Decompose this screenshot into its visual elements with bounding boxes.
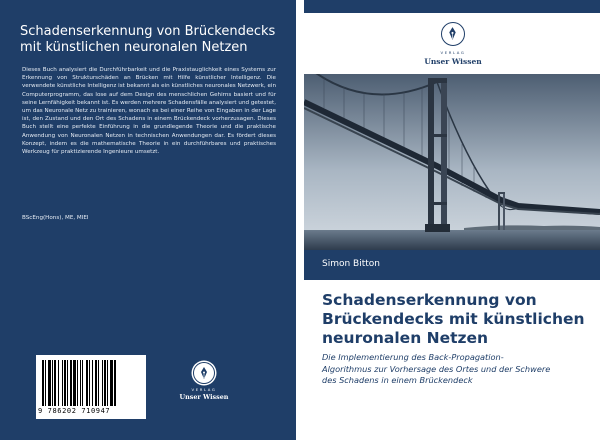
title-line-1: Schadenserkennung von [322,291,537,309]
publisher-verlag-label: VERLAG [191,387,217,392]
barcode-bar [89,360,90,406]
barcode-bar [110,360,113,406]
barcode-bar [98,360,99,406]
front-top-bar [304,0,600,13]
back-title-line-1: Schadenserkennung von Brückendecks [20,24,276,39]
barcode-bar [86,360,88,406]
barcode-bars [42,360,140,406]
back-cover [0,0,296,440]
pen-nib-icon [193,362,215,384]
barcode-number: 9 786202 710947 [38,407,111,415]
barcode-bar [67,360,68,406]
barcode-bar [107,360,108,406]
barcode-bar [64,360,66,406]
book-spine [296,0,304,440]
publisher-verlag-label: VERLAG [440,50,466,55]
barcode-bar [92,360,93,406]
back-cover-description: Dieses Buch analysiert die Durchführbarkeit und die Praxistauglichkeit eines Systems zur Erkennung von Strukturschäden an Brücken mit Hilfe künstlicher Intelligenz. Die verwendete künstliche Intelligenz ist bekannt als ein künstliches neuronales Netzwerk, ein Computerprogramm, das lose auf dem Design des menschlichen Gehirns basiert und für seine Lernfähigkeit bekannt ist. Es werden mehrere Schadensfälle analysiert und getestet, um das Neuronale Netz zu trainieren, wonach es bei einer Reihe von Eingaben in der Lage ist, den Zustand und den Ort des Schadens in einem Brückendeck vorherzusagen. Dieses Buch stellt eine perfekte Einführung in die grundlegende Theorie und die praktische Anwendung von Neuronalen Netzen in technischen Anwendungen dar. Es fördert dieses Konzept, indem es die mathematische Theorie in ein durchführbares und praktisches Werkzeug für praktizierende Ingenieure umsetzt. [22,67,276,156]
book-subtitle [322,352,588,387]
author-name: Simon Bitton [322,259,380,269]
barcode-bar [62,360,63,406]
subtitle-line-1: Die Implementierung des Back-Propagation- [322,352,504,362]
barcode-bar [80,360,81,406]
barcode-bar [102,360,103,406]
barcode-bar [77,360,78,406]
back-title-line-2: mit künstlichen neuronalen Netzen [20,40,248,55]
barcode-bar [58,360,59,406]
author-credentials: BScEng(Hons), ME, MIEI [22,215,89,221]
barcode-bar [54,360,56,406]
subtitle-line-3: des Schadens in einem Brückendeck [322,375,473,385]
barcode-bar [95,360,97,406]
title-line-3: neuronalen Netzen [322,329,489,347]
pen-nib-icon [441,22,465,46]
book-title [322,291,592,348]
publisher-logo-back [168,360,238,410]
barcode-bar [70,360,72,406]
barcode-bar [73,360,76,406]
front-cover [304,0,600,440]
barcode-bar [45,360,46,406]
barcode-bar [104,360,106,406]
back-cover-title [20,24,280,56]
barcode-bar [52,360,53,406]
title-line-2: Brückendecks mit künstlichen [322,310,585,328]
subtitle-line-2: Algorithmus zur Vorhersage des Ortes und der Schwere [322,363,551,374]
barcode-bar [114,360,116,406]
barcode-bar [42,360,44,406]
publisher-logo-front [414,20,490,70]
barcode-bar [82,360,83,406]
barcode-bar [48,360,51,406]
publisher-name: Unser Wissen [424,57,482,66]
isbn-barcode [36,355,146,419]
author-bar [304,250,600,280]
publisher-name: Unser Wissen [179,393,229,401]
suspension-bridge-photo [304,74,600,250]
